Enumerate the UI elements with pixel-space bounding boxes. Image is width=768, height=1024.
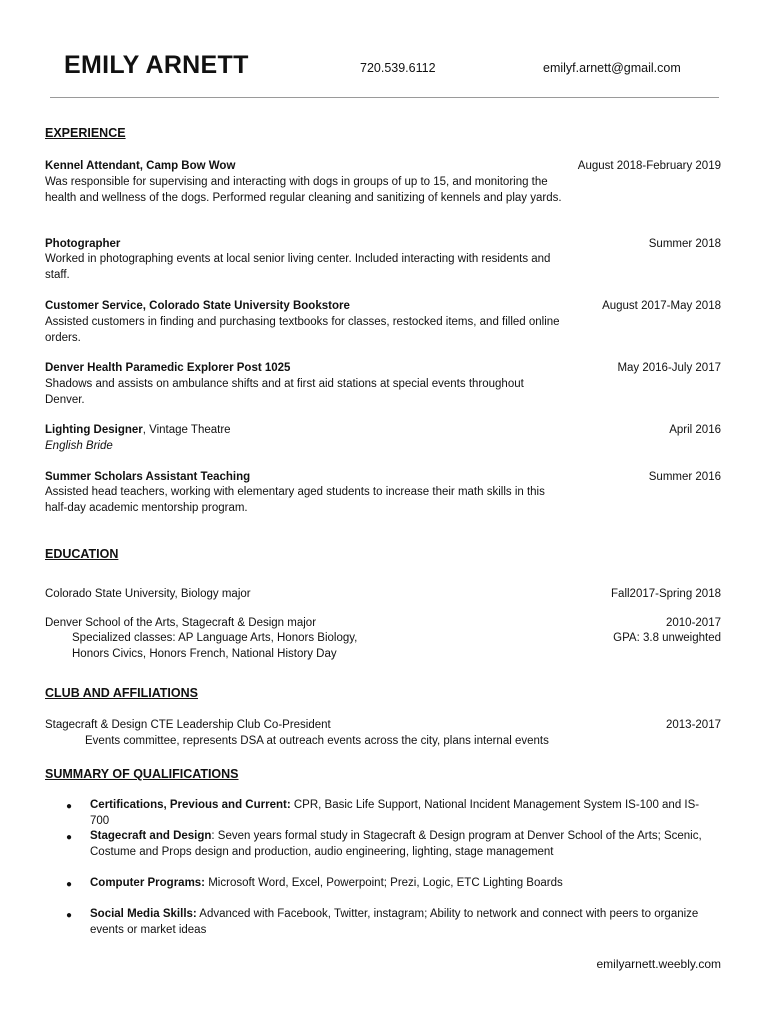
qualification-text: CPR, Basic Life Support, National Incident Management System IS-100 and IS-700 bbox=[90, 799, 700, 827]
qualification-item bbox=[90, 907, 710, 938]
job-description: Assisted head teachers, working with elementary aged students to increase their math skills in this half-day academic mentorship program. bbox=[45, 486, 545, 514]
job-date: August 2018-February 2019 bbox=[577, 160, 721, 172]
header-divider bbox=[50, 97, 719, 98]
job-title bbox=[45, 423, 565, 439]
phone-number: 720.539.6112 bbox=[360, 61, 436, 75]
clubs-heading: CLUB AND AFFILIATIONS bbox=[45, 686, 198, 700]
club-date: 2013-2017 bbox=[666, 719, 721, 731]
resume-name: EMILY ARNETT bbox=[64, 51, 249, 79]
qualification-label: Social Media Skills: bbox=[90, 908, 197, 920]
job-title-bold: Lighting Designer bbox=[45, 424, 143, 436]
club-title: Stagecraft & Design CTE Leadership Club Co-President bbox=[45, 719, 331, 731]
bullet-icon: ● bbox=[66, 879, 73, 890]
qualification-label: Stagecraft and Design bbox=[90, 830, 212, 842]
qualification-text: Microsoft Word, Excel, Powerpoint; Prezi, Logic, ETC Lighting Boards bbox=[205, 877, 563, 889]
gpa: GPA: 3.8 unweighted bbox=[613, 632, 721, 644]
bullet-icon: ● bbox=[66, 910, 73, 921]
job-title-venue: , Vintage Theatre bbox=[142, 424, 231, 436]
job-description: Was responsible for supervising and interacting with dogs in groups of up to 15, and monitoring the health and wellness of the dogs. Performed regular cleaning and sanitizing of kennels and play yards. bbox=[45, 176, 562, 204]
qualification-item bbox=[90, 876, 710, 892]
job-subtitle: English Bride bbox=[45, 440, 113, 452]
job-title: Kennel Attendant, Camp Bow Wow bbox=[45, 160, 236, 172]
specialized-classes-cont: Honors Civics, Honors French, National History Day bbox=[72, 648, 337, 660]
qualification-text: Advanced with Facebook, Twitter, instagram; Ability to network and connect with peers to organize events or market ideas bbox=[90, 908, 699, 936]
job-date: April 2016 bbox=[669, 424, 721, 436]
job-description: Worked in photographing events at local senior living center. Included interacting with residents and staff. bbox=[45, 253, 551, 281]
bullet-icon: ● bbox=[66, 801, 73, 812]
website-link[interactable]: emilyarnett.weebly.com bbox=[596, 957, 721, 971]
education-heading: EDUCATION bbox=[45, 547, 119, 561]
job-title: Customer Service, Colorado State University Bookstore bbox=[45, 300, 350, 312]
job-date: May 2016-July 2017 bbox=[617, 362, 721, 374]
job-date: Summer 2018 bbox=[648, 238, 721, 250]
specialized-classes: Specialized classes: AP Language Arts, Honors Biology, bbox=[72, 632, 358, 644]
experience-heading: EXPERIENCE bbox=[45, 126, 126, 140]
job-title: Photographer bbox=[45, 238, 121, 250]
job-description: Shadows and assists on ambulance shifts and at first aid stations at special events throughout Denver. bbox=[45, 378, 524, 406]
job-date: Summer 2016 bbox=[648, 471, 721, 483]
qualification-label: Computer Programs: bbox=[90, 877, 206, 889]
qualification-label: Certifications, Previous and Current: bbox=[90, 799, 291, 811]
school-name: Denver School of the Arts, Stagecraft & Design major bbox=[45, 617, 317, 629]
school-date: 2010-2017 bbox=[666, 617, 721, 629]
bullet-icon: ● bbox=[66, 832, 73, 843]
email-address: emilyf.arnett@gmail.com bbox=[543, 61, 681, 75]
club-description: Events committee, represents DSA at outreach events across the city, plans internal events bbox=[85, 735, 549, 747]
school-name: Colorado State University, Biology major bbox=[45, 588, 251, 600]
job-title: Denver Health Paramedic Explorer Post 1025 bbox=[45, 362, 291, 374]
job-description: Assisted customers in finding and purchasing textbooks for classes, restocked items, and filled online orders. bbox=[45, 316, 560, 344]
job-date: August 2017-May 2018 bbox=[602, 300, 721, 312]
qualification-item bbox=[90, 798, 710, 829]
qualification-item bbox=[90, 829, 710, 860]
qualification-text: : Seven years formal study in Stagecraft & Design program at Denver School of the Arts; Scenic, Costume and Props design and production, audio engineering, lighting, stage management bbox=[90, 830, 702, 858]
school-date: Fall2017-Spring 2018 bbox=[611, 588, 721, 600]
qualifications-heading: SUMMARY OF QUALIFICATIONS bbox=[45, 767, 239, 781]
job-title: Summer Scholars Assistant Teaching bbox=[45, 471, 251, 483]
